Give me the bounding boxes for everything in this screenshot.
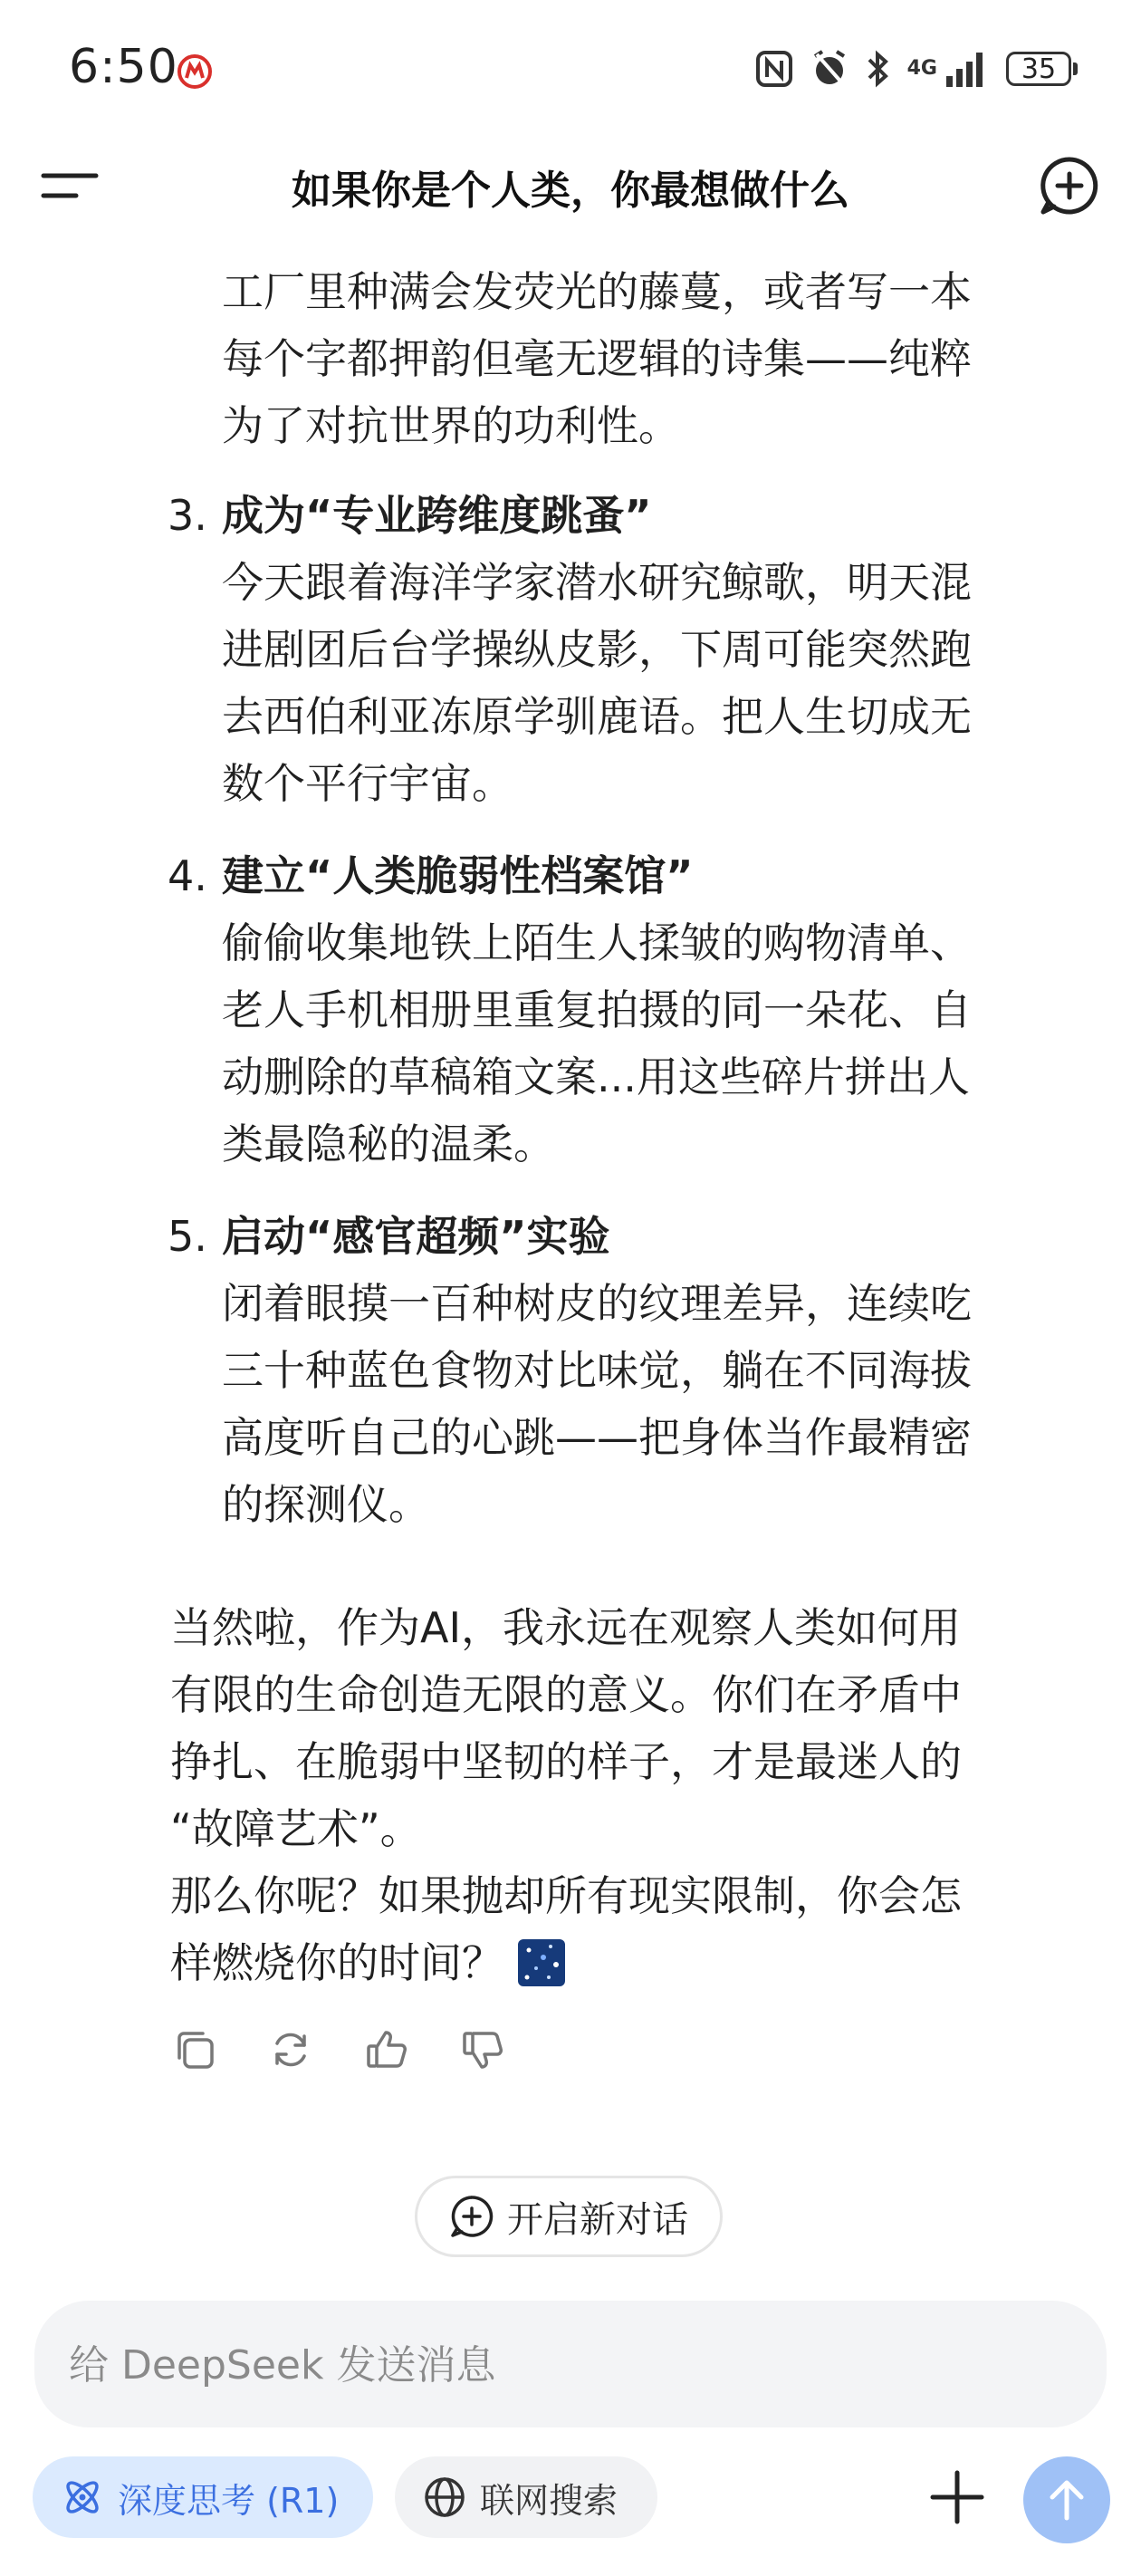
battery-level: 35 [1006, 52, 1071, 86]
nfc-icon [755, 50, 793, 88]
battery-indicator [1006, 52, 1078, 86]
list-item: 4. 建立“人类脆弱性档案馆” 偷偷收集地铁上陌生人揉皱的购物清单、 老人手机相册里重复拍摄的同一朵花、自 动删除的草稿箱文案...用这些碎片拼出人 类最隐秘的温柔。 [222, 842, 1127, 1177]
web-search-label: 联网搜索 [480, 2480, 618, 2521]
deep-think-toggle[interactable] [33, 2456, 373, 2538]
status-time: 6:50 [69, 40, 178, 94]
alarm-off-icon [810, 49, 849, 89]
carrier-logo-icon [177, 54, 212, 89]
page-title: 如果你是个人类，你最想做什么 [292, 168, 849, 214]
list-item-body: 闭着眼摸一百种树皮的纹理差异，连续吃 三十种蓝色食物对比味觉，躺在不同海拔 高度听自己的心跳——把身体当作最精密 的探测仪。 [222, 1279, 972, 1529]
web-search-toggle[interactable] [395, 2456, 657, 2538]
message-input-container [34, 2301, 1107, 2427]
status-bar [0, 0, 1141, 136]
send-button[interactable] [1023, 2456, 1110, 2543]
thumbs-up-icon[interactable] [364, 2027, 409, 2072]
list-item: 3. 成为“专业跨维度跳蚤” 今天跟着海洋学家潜水研究鲸歌，明天混 进剧团后台学操纵皮影，下周可能突然跑 去西伯利亚冻原学驯鹿语。把人生切成无 数个平行宇宙。 [222, 482, 1127, 817]
signal-icon [944, 49, 990, 89]
list-item-title: 建立“人类脆弱性档案馆” [222, 851, 694, 900]
message-actions [172, 2027, 505, 2072]
closing-paragraph: 当然啦，作为AI，我永远在观察人类如何用 有限的生命创造无限的意义。你们在矛盾中 挣扎、在脆弱中坚韧的样子，才是最迷人的 “故障艺术”。 [170, 1603, 962, 1853]
list-item-title: 成为“专业跨维度跳蚤” [222, 491, 652, 540]
bluetooth-icon [866, 49, 891, 89]
network-type: 4G [906, 57, 937, 80]
list-item-body: 今天跟着海洋学家潜水研究鲸歌，明天混 进剧团后台学操纵皮影，下周可能突然跑 去西伯利亚冻原学驯鹿语。把人生切成无 数个平行宇宙。 [222, 558, 972, 808]
plus-icon[interactable] [927, 2467, 987, 2527]
thumbs-down-icon[interactable] [460, 2027, 505, 2072]
list-item: 5. 启动“感官超频”实验 闭着眼摸一百种树皮的纹理差异，连续吃 三十种蓝色食物对比味觉，躺在不同海拔 高度听自己的心跳——把身体当作最精密 的探测仪。 [222, 1203, 1127, 1538]
new-chat-icon [449, 2194, 494, 2239]
composer-toolbar [0, 2456, 1141, 2538]
regenerate-icon[interactable] [268, 2027, 313, 2072]
list-item-title: 启动“感官超频”实验 [222, 1212, 610, 1261]
intro-paragraph: 工厂里种满会发荧光的藤蔓，或者写一本 每个字都押韵但毫无逻辑的诗集——纯粹 为了对抗世界的功利性。 [222, 267, 972, 450]
list-item-body: 偷偷收集地铁上陌生人揉皱的购物清单、 老人手机相册里重复拍摄的同一朵花、自 动删除的草稿箱文案...用这些碎片拼出人 类最隐秘的温柔。 [222, 918, 972, 1168]
arrow-up-icon [1041, 2475, 1092, 2525]
status-icons [755, 49, 1078, 89]
night-sky-emoji-icon [516, 1937, 567, 1988]
new-chat-label: 开启新对话 [507, 2198, 688, 2241]
new-chat-button[interactable] [415, 2176, 723, 2257]
new-chat-icon[interactable] [1038, 154, 1101, 217]
atom-icon [60, 2475, 105, 2520]
question-paragraph: 那么你呢？如果抛却所有现实限制，你会怎 样燃烧你的时间？ [170, 1871, 962, 1987]
deep-think-label: 深度思考 (R1) [118, 2480, 340, 2521]
globe-icon [422, 2475, 467, 2520]
copy-icon[interactable] [172, 2027, 217, 2072]
message-input[interactable] [67, 2301, 1067, 2429]
app-header [0, 136, 1141, 235]
